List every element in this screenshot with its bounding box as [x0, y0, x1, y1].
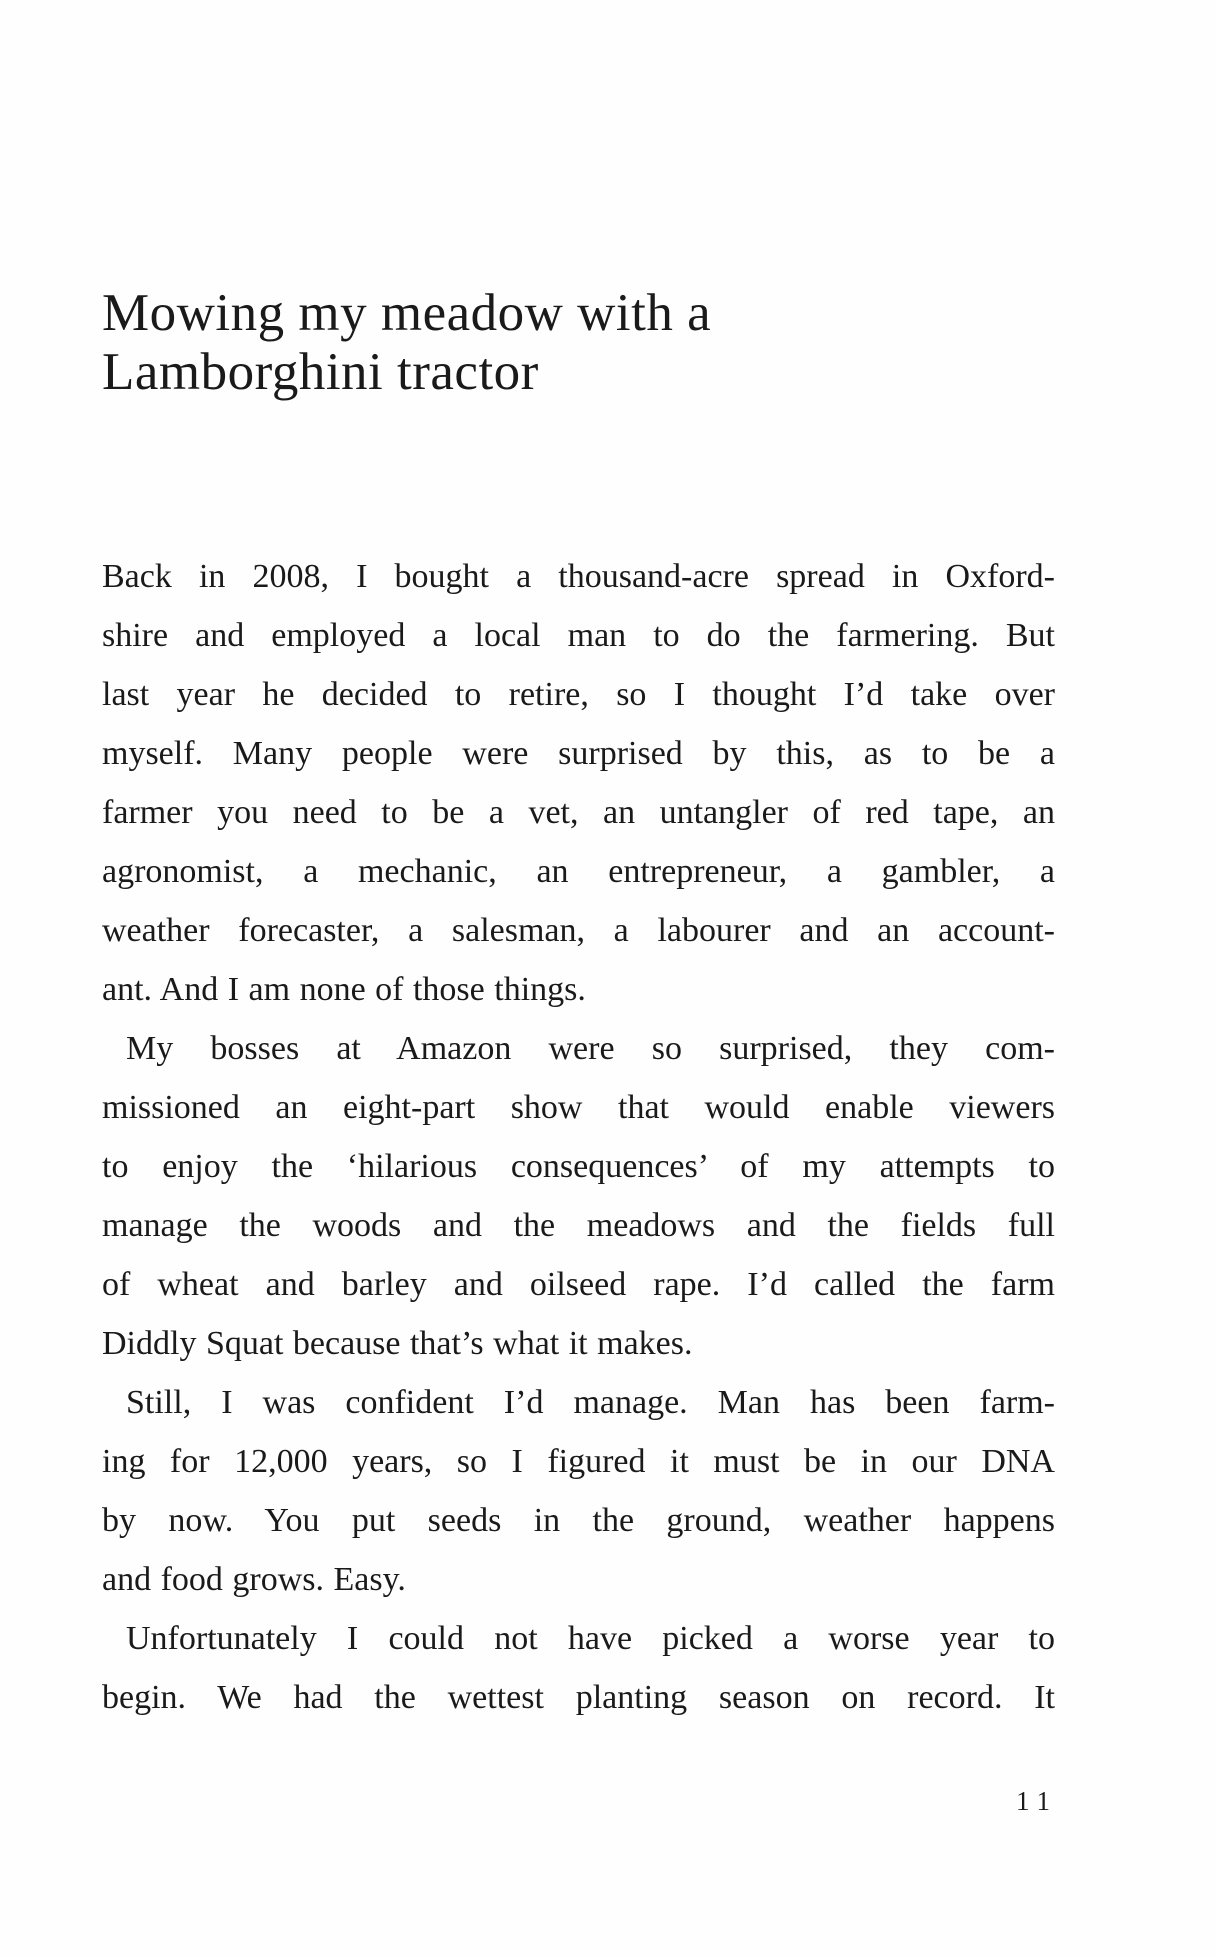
body-line: of wheat and barley and oilseed rape. I’d called the farm [102, 1266, 1055, 1303]
body-line: to enjoy the ‘hilarious consequences’ of my attempts to [102, 1148, 1055, 1185]
body-line: weather forecaster, a salesman, a labourer and an account- [102, 912, 1055, 949]
page-number: 11 [1016, 1786, 1058, 1816]
body-line: My bosses at Amazon were so surprised, they com- [126, 1030, 1055, 1067]
body-line: begin. We had the wettest planting season on record. It [102, 1679, 1055, 1716]
body-line: Back in 2008, I bought a thousand-acre spread in Oxford- [102, 558, 1055, 595]
body-line: ing for 12,000 years, so I figured it must be in our DNA [102, 1443, 1055, 1480]
chapter-title-line: Lamborghini tractor [102, 343, 539, 401]
body-line: missioned an eight-part show that would enable viewers [102, 1089, 1055, 1126]
body-text [102, 547, 1055, 1727]
body-line: shire and employed a local man to do the farmering. But [102, 617, 1055, 654]
body-line: Still, I was confident I’d manage. Man has been farm- [126, 1384, 1055, 1421]
body-line: ant. And I am none of those things. [102, 971, 586, 1008]
body-line: by now. You put seeds in the ground, weather happens [102, 1502, 1055, 1539]
body-line: last year he decided to retire, so I thought I’d take over [102, 676, 1055, 713]
body-line: Unfortunately I could not have picked a worse year to [126, 1620, 1055, 1657]
body-line: manage the woods and the meadows and the fields full [102, 1207, 1055, 1244]
chapter-title-line: Mowing my meadow with a [102, 284, 712, 342]
body-line: myself. Many people were surprised by this, as to be a [102, 735, 1055, 772]
body-line: farmer you need to be a vet, an untangler of red tape, an [102, 794, 1055, 831]
body-line: Diddly Squat because that’s what it makes. [102, 1325, 693, 1362]
body-line: and food grows. Easy. [102, 1561, 406, 1598]
chapter-title [102, 284, 1082, 402]
body-line: agronomist, a mechanic, an entrepreneur, a gambler, a [102, 853, 1055, 890]
